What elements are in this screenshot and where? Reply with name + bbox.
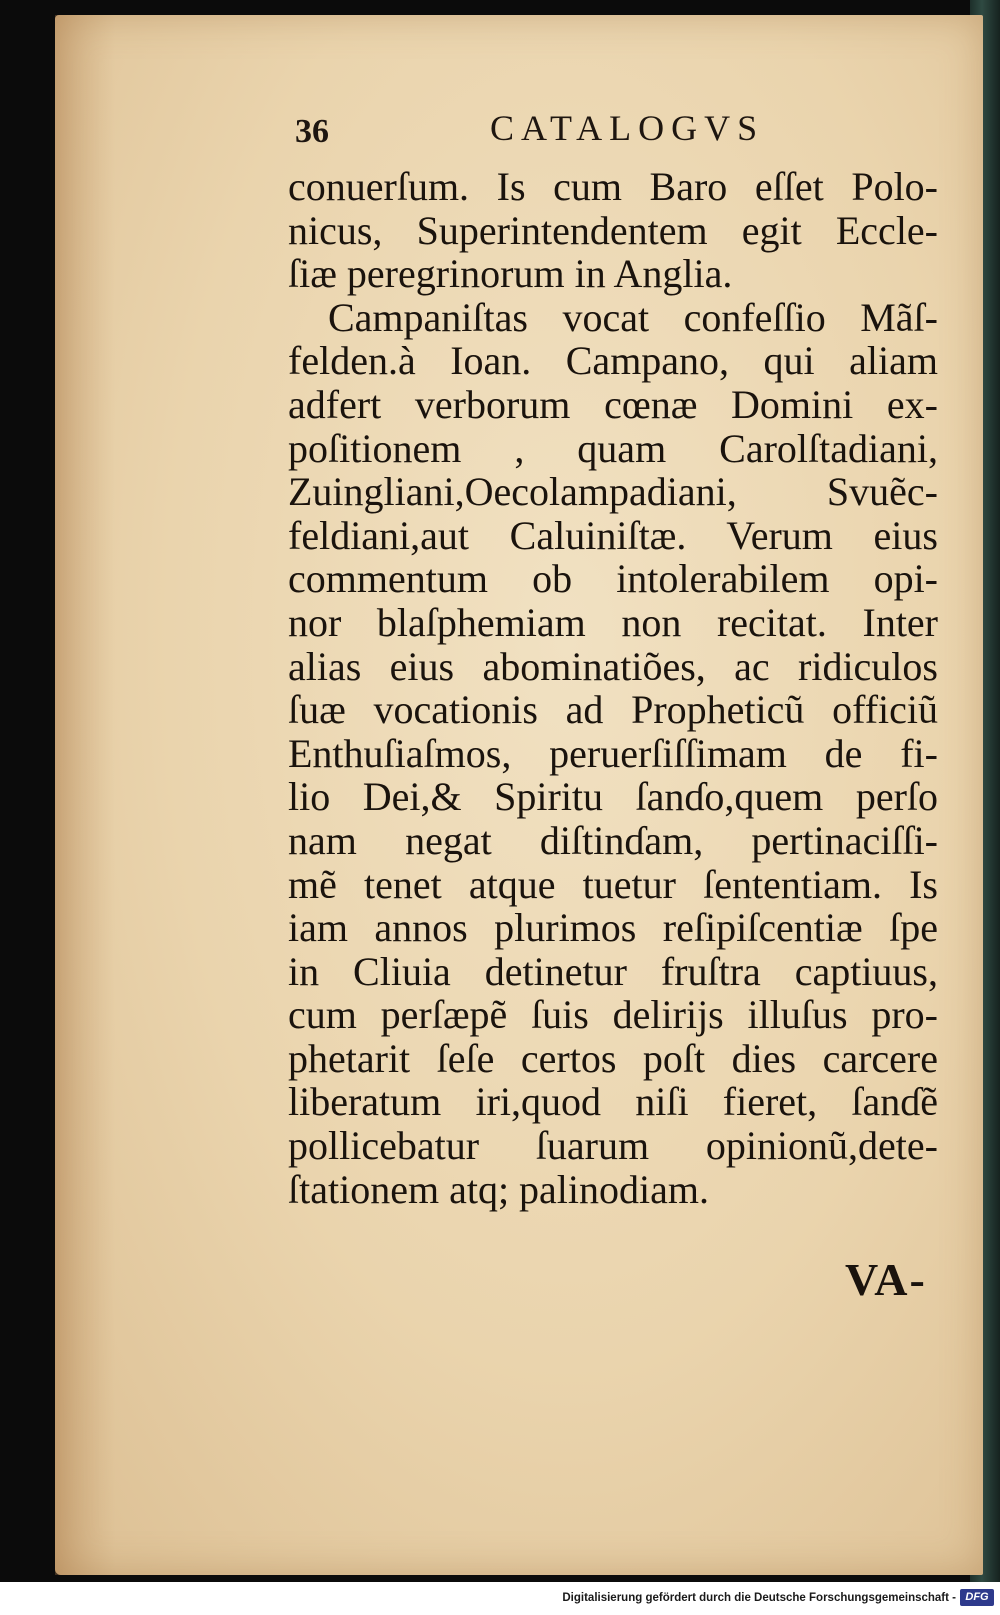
text-line: phetarit ſeſe certos poſt dies carcere <box>288 1035 938 1081</box>
text-line: alias eius abominatiões, ac ridiculos <box>288 643 938 689</box>
page-header <box>295 107 795 157</box>
text-line: feldiani,aut Caluiniſtæ. Verum eius <box>288 512 938 558</box>
digitization-footer <box>0 1582 1000 1615</box>
running-head: CATALOGVS <box>490 108 765 148</box>
text-line: commentum ob intolerabilem opi- <box>288 556 938 602</box>
text-line: ſiæ peregrinorum in Anglia. <box>288 251 733 297</box>
text-line: in Cliuia detinetur fruſtra captiuus, <box>288 948 938 994</box>
text-line: pollicebatur ſuarum opinionũ,dete- <box>288 1123 938 1169</box>
text-line: nor blaſphemiam non recitat. Inter <box>288 599 938 645</box>
text-line: Campaniſtas vocat confeſſio Mãſ- <box>328 294 938 340</box>
page-number: 36 <box>295 113 329 150</box>
book-page <box>55 15 983 1575</box>
text-line: liberatum iri,quod niſi fieret, ſanɗẽ <box>288 1079 938 1125</box>
text-line: ſuæ vocationis ad Propheticũ officiũ <box>288 687 938 733</box>
text-line: felden.à Ioan. Campano, qui aliam <box>288 338 938 384</box>
text-line: nicus, Superintendentem egit Eccle- <box>288 207 938 253</box>
text-line: poſitionem , quam Carolſtadiani, <box>288 425 938 471</box>
text-line: Enthuſiaſmos, peruerſiſſimam de fi- <box>288 730 938 776</box>
text-line: ſtationem atq; palinodiam. <box>288 1166 710 1212</box>
text-line: mẽ tenet atque tuetur ſententiam. Is <box>288 861 938 907</box>
text-line: iam annos plurimos reſipiſcentiæ ſpe <box>288 905 938 951</box>
text-line: lio Dei,& Spiritu ſanɗo,quem perſo <box>288 774 938 820</box>
text-line: cum perſæpẽ ſuis delirijs illuſus pro- <box>288 992 938 1038</box>
text-line: adfert verborum cœnæ Domini ex- <box>288 381 938 427</box>
text-line: Zuingliani,Oecolampadiani, Svuẽc- <box>288 469 938 515</box>
text-block <box>288 165 938 1211</box>
text-line: conuerſum. Is cum Baro eſſet Polo- <box>288 164 938 209</box>
footer-credit: Digitalisierung gefördert durch die Deutsche Forschungsgemeinschaft - <box>562 1592 956 1604</box>
dfg-logo-icon: DFG <box>960 1589 994 1606</box>
text-line: nam negat diſtinɗam, pertinaciſſi- <box>288 817 938 863</box>
catchword: VA- <box>845 1254 927 1305</box>
